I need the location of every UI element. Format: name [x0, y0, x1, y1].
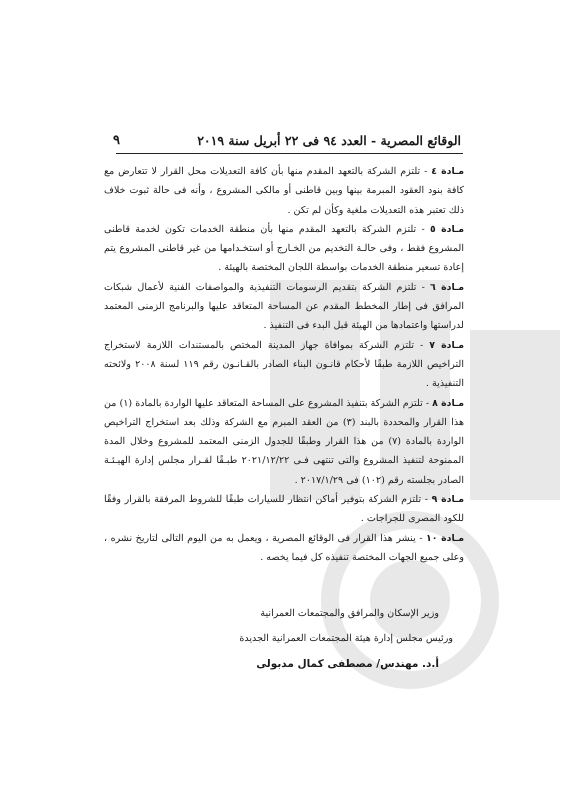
page-header [113, 133, 461, 151]
signatory-title-minister: وزير الإسكان والمرافق والمجتمعات العمرانية [260, 608, 439, 619]
article-text: - تلتزم الشركة بموافاة جهاز المدينة المختص بالمستندات اللازمة لاستخراج التراخيص اللازمة طبقًا لأحكام قانـون البناء الصادر بالقـانـون رقم ١١٩ لسنة ٢٠٠٨ ولائحته التنفيذية . [104, 339, 465, 390]
gazette-header-title: الوقائع المصرية - العدد ٩٤ فى ٢٢ أبريل سنة ٢٠١٩ [197, 133, 461, 148]
article-label: مـادة ٧ [429, 339, 465, 351]
page-number: ٩ [113, 133, 120, 148]
header-divider [116, 153, 463, 154]
signatory-title-chairman: ورئيس مجلس إدارة هيئة المجتمعات العمرانية الجديدة [239, 633, 453, 644]
article-6 [104, 278, 464, 336]
article-8 [104, 394, 464, 490]
article-4 [104, 162, 464, 220]
article-9 [104, 490, 464, 529]
article-7 [104, 336, 464, 394]
article-text: - تلتزم الشركة بالتعهد المقدم منها بأن منطقة الخدمات تكون لخدمة قاطنى المشروع فقط ، وفى حالـة التخديم من الخـارج أو استخـدامها من غير قاطنى المشروع يتم إعادة تسعير منطقة الخدمات بواسطة اللجان المختصة بالهيئة . [104, 223, 464, 274]
article-label: مـادة ٨ [432, 397, 465, 409]
article-label: مـادة ٩ [431, 494, 464, 506]
article-text: - تلتزم الشركة بتنفيذ المشروع على المساحة المتعاقد عليها الواردة بالمادة (١) من هذا القرار والمحددة بالبند (٣) من العقد المبرم مع الشركة وذلك بعد استخراج التراخيص الواردة بالمادة (٧) من هذا القرار وطبقًا للجدول الزمنى المعتمد للمشروع وخلال المدة الممنوحة لتنفيذ المشروع والتى تنتهى فـى ٢٠٢١/١٢/٢٢ طبـقًا لقـرار مجلس إدارة الهيـئـة الصادر بجلسته رقم (١٠٢) فى ٢٠١٧/١/٢٩ . [104, 397, 465, 486]
article-text: - تلتزم الشركة بالتعهد المقدم منها بأن كافة التعديلات محل القرار لا تتعارض مع كافة بنود العقود المبرمة بينها وبين قاطنى أو مالكى المشروع ، وأنه فى حالة ثبوت خلاف ذلك تعتبر هذه التعديلات ملغية وكأن لم تكن . [104, 166, 464, 216]
article-text: - ينشر هذا القرار فى الوقائع المصرية ، ويعمل به من اليوم التالى لتاريخ نشره ، وعلى جميع الجهات المختصة تنفيذه كل فيما يخصه . [104, 532, 464, 563]
article-label: مـادة ٦ [430, 281, 465, 293]
article-text: - تلتزم الشركة بتوفير أماكن انتظار للسيارات طبقًا للشروط المرفقة بالقرار وفقًا للكود المصرى للجراجات . [104, 494, 464, 525]
signatory-name: أ.د. مهندس/ مصطفى كمال مدبولى [256, 658, 439, 670]
article-5 [104, 220, 464, 278]
article-label: مـادة ١٠ [425, 532, 465, 544]
article-label: مـادة ٥ [429, 223, 464, 235]
article-label: مـادة ٤ [431, 166, 464, 177]
article-10 [104, 529, 464, 568]
decree-articles [104, 162, 464, 567]
article-text: - تلتزم الشركة بتقديم الرسومات التنفيذية والمواصفات الفنية لأعمال شبكات المرافق فى إطار المخطط المقدم عن المساحة المتعاقد عليها والبرنامج الزمنى المعتمد لدراستها واعتمادها من الهيئة قبل البدء فى التنفيذ . [104, 281, 464, 332]
